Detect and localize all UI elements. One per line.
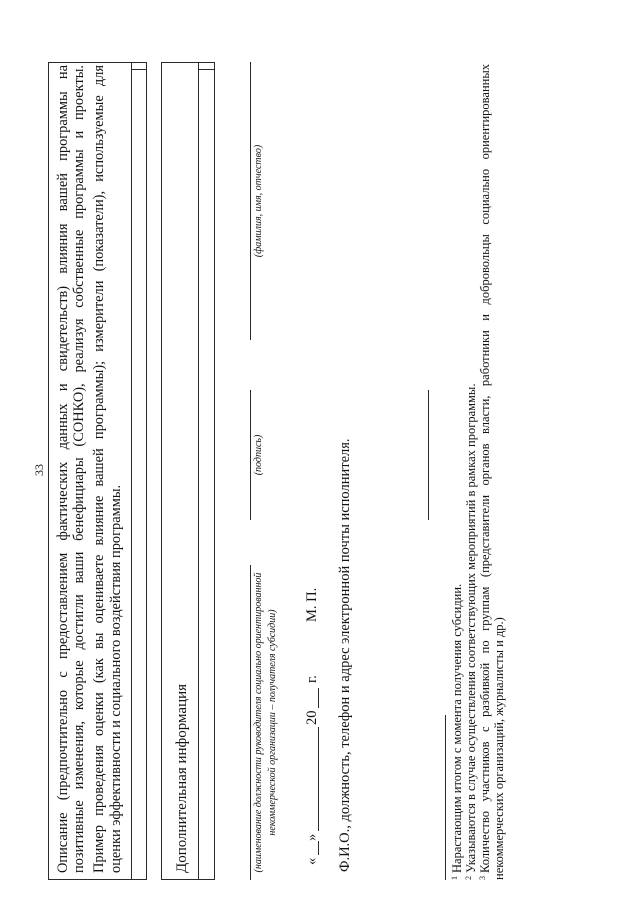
footnote-text: Нарастающим итогом с момента получения субсидии. [450,583,464,873]
additional-info-title: Дополнительная информация [174,683,190,873]
impact-description-line: Описание (предпочтительно с предоставлением фактических данных и свидетельств) влияния вашей программы на [55,65,71,873]
additional-info-answer-row [199,63,214,879]
year-blank-line [318,688,319,708]
footnote-2 [464,64,478,880]
year-suffix: г. [304,675,320,683]
footnote-mark: 3 [478,876,487,880]
evaluation-example-line: оценки эффективности и социального воздействия программы. [108,484,124,873]
impact-description-cell [49,63,132,879]
executor-blank-line [428,390,429,520]
footnote-1 [450,64,464,880]
evaluation-example-line: Пример проведения оценки (как вы оцениваете влияние вашей программы); измерители (показатели), используемые для [91,65,107,873]
full-name-caption: (фамилия, имя, отчество) [253,144,264,258]
position-signature-line [250,565,251,880]
signature-caption: (подпись) [253,434,264,476]
table-end-cell [199,63,214,70]
footnote-text: Количество участников с разбивкой по группам (представители органов власти, работники и добровольцы социально ориентированных [478,64,492,873]
date-open-quote: « [304,857,320,865]
additional-info-table [161,62,215,880]
page-number: 33 [32,464,46,476]
full-name-line [250,62,251,340]
year-prefix: 20 [304,710,320,725]
impact-description-answer-row [132,63,146,879]
footnote-text: некоммерческих организаций, журналисты и др.) [492,617,506,880]
footnote-separator [445,715,446,880]
table-end-cell [132,63,146,70]
impact-description-line: позитивные изменения, которые достигли ваши бенефициары (СОНКО), реализуя собственные программы и проекты. [71,65,87,873]
position-caption-line-1: (наименование должности руководителя социально ориентированной [253,572,264,873]
footnote-text: Указываются в случае осуществления соответствующих мероприятий в рамках программы. [464,383,478,873]
footnote-3-continuation [492,64,506,880]
day-blank-line [318,841,319,855]
impact-description-table [48,62,147,880]
position-caption-line-2: некоммерческой организации – получателя субсидии) [267,609,278,836]
footnote-mark: 2 [464,876,473,880]
additional-info-title-cell [162,63,199,879]
signature-line [250,390,251,520]
footnote-3 [478,64,492,880]
month-blank-line [318,727,319,831]
stamp-place-label: М. П. [304,587,320,622]
date-close-quote: » [304,833,320,841]
executor-contact-note: Ф.И.О., должность, телефон и адрес электронной почты исполнителя. [337,438,353,872]
footnote-mark: 1 [450,876,459,880]
